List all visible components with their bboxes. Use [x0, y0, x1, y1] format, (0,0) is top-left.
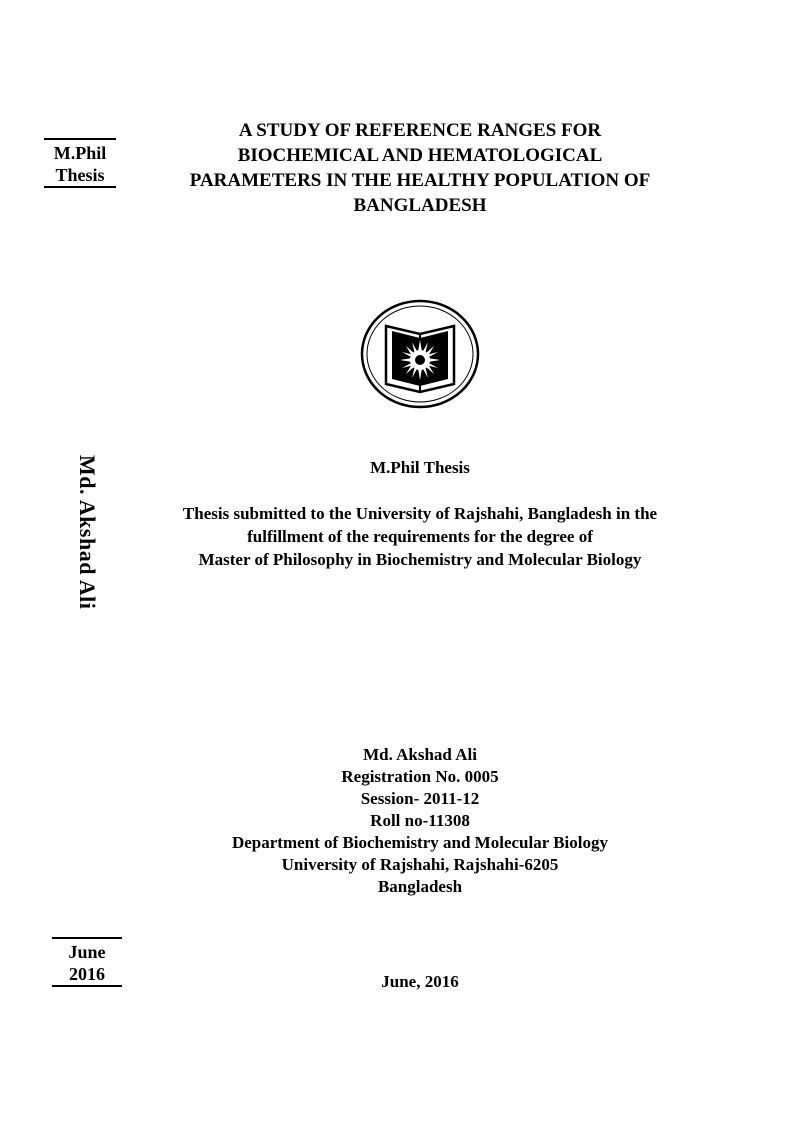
university: University of Rajshahi, Rajshahi-6205 [281, 855, 559, 874]
spine-date-label [52, 937, 122, 987]
session: Session- 2011-12 [360, 789, 480, 808]
title-line: A STUDY OF REFERENCE RANGES FOR [238, 120, 602, 141]
department: Department of Biochemistry and Molecular Biology [231, 833, 608, 852]
submission-date: June, 2016 [381, 972, 459, 991]
statement-line: Thesis submitted to the University of Rajshahi, Bangladesh in the [182, 504, 658, 523]
author-name: Md. Akshad Ali [363, 745, 477, 764]
title-line: BANGLADESH [353, 195, 487, 216]
university-seal-icon [358, 298, 482, 410]
submission-statement [120, 502, 720, 571]
spine-degree-line1: M.Phil [53, 143, 107, 163]
spine-degree-label [44, 138, 116, 188]
spine-degree-line2: Thesis [44, 164, 116, 188]
title-line: BIOCHEMICAL AND HEMATOLOGICAL [237, 145, 603, 166]
registration-number: Registration No. 0005 [341, 767, 499, 786]
spine-date-line2: 2016 [52, 963, 122, 987]
roll-number: Roll no-11308 [370, 811, 470, 830]
spine-date-line1: June [68, 942, 106, 962]
thesis-title [150, 118, 690, 218]
title-line: PARAMETERS IN THE HEALTHY POPULATION OF [189, 170, 651, 191]
statement-line: Master of Philosophy in Biochemistry and Molecular Biology [198, 550, 642, 569]
author-details [150, 744, 690, 898]
statement-line: fulfillment of the requirements for the degree of [247, 527, 593, 546]
country: Bangladesh [377, 877, 463, 896]
spine-author: Md. Akshad Ali [75, 455, 100, 610]
thesis-type: M.Phil Thesis [370, 458, 470, 477]
